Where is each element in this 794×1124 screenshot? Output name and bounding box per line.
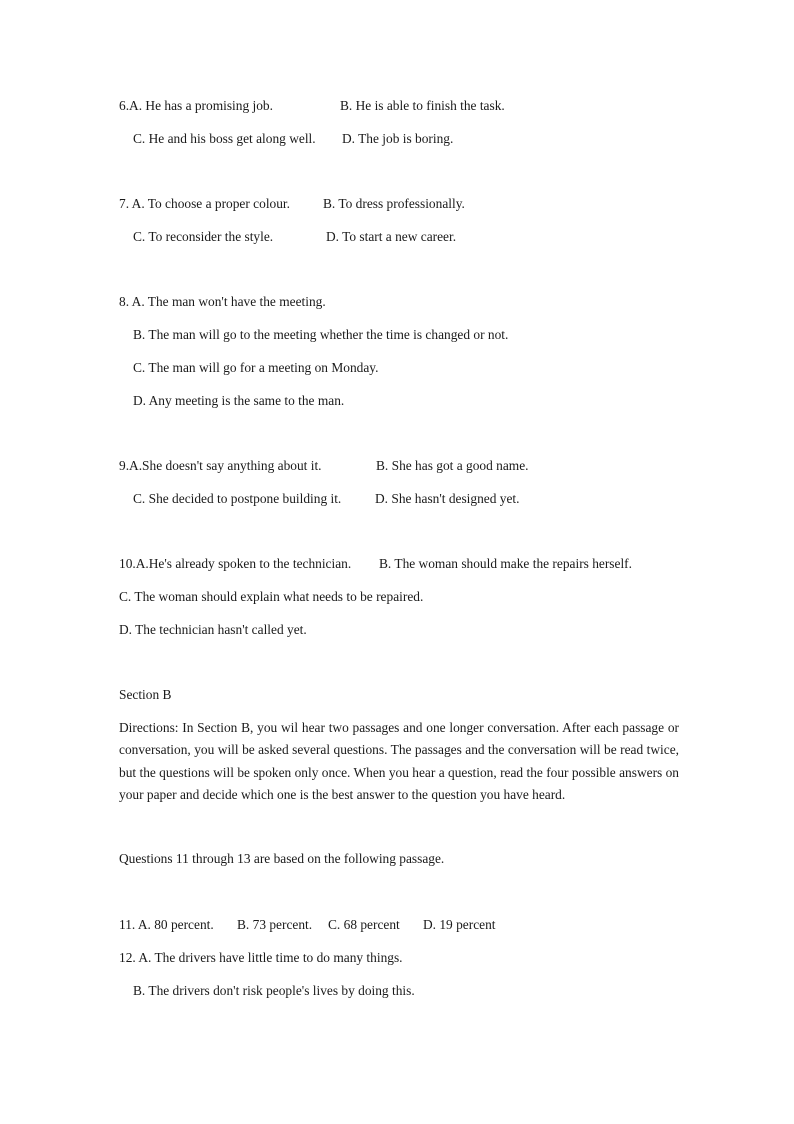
q10-option-c: C. The woman should explain what needs to be repaired. xyxy=(119,589,424,604)
q9-option-a: 9.A.She doesn't say anything about it. xyxy=(119,458,322,473)
q12-option-a: 12. A. The drivers have little time to do many things. xyxy=(119,950,403,965)
q10-option-b: B. The woman should make the repairs herself. xyxy=(379,556,632,571)
q8-option-d: D. Any meeting is the same to the man. xyxy=(133,393,345,408)
q11-option-a: 11. A. 80 percent. xyxy=(119,917,214,932)
q8-option-c: C. The man will go for a meeting on Monday. xyxy=(133,360,379,375)
q11-option-b: B. 73 percent. xyxy=(237,917,313,932)
section-b-title: Section B xyxy=(119,687,172,702)
q9-option-c: C. She decided to postpone building it. xyxy=(133,491,342,506)
q6-option-c: C. He and his boss get along well. xyxy=(133,131,316,146)
q7-option-a: 7. A. To choose a proper colour. xyxy=(119,196,290,211)
q9-option-b: B. She has got a good name. xyxy=(376,458,529,473)
q7-option-d: D. To start a new career. xyxy=(326,229,457,244)
passage-intro: Questions 11 through 13 are based on the following passage. xyxy=(119,851,445,866)
q11-option-c: C. 68 percent xyxy=(328,917,400,932)
q8-option-b: B. The man will go to the meeting whether the time is changed or not. xyxy=(133,327,509,342)
q6-option-d: D. The job is boring. xyxy=(342,131,454,146)
section-b-directions: Directions: In Section B, you wil hear two passages and one longer conversation. After each passage or conversation, you will be asked several questions. The passages and the conversation will be read twice, but the questions will be spoken only once. When you hear a question, read the four possible answers on your paper and decide which one is the best answer to the question you have heard. xyxy=(119,720,679,802)
q12-option-b: B. The drivers don't risk people's lives by doing this. xyxy=(133,983,415,998)
q11-option-d: D. 19 percent xyxy=(423,917,496,932)
q6-option-b: B. He is able to finish the task. xyxy=(340,98,505,113)
q10-option-a: 10.A.He's already spoken to the technician. xyxy=(119,556,352,571)
q7-option-c: C. To reconsider the style. xyxy=(133,229,274,244)
q10-option-d: D. The technician hasn't called yet. xyxy=(119,622,307,637)
q9-option-d: D. She hasn't designed yet. xyxy=(375,491,520,506)
q8-option-a: 8. A. The man won't have the meeting. xyxy=(119,294,326,309)
q7-option-b: B. To dress professionally. xyxy=(323,196,465,211)
q6-option-a: 6.A. He has a promising job. xyxy=(119,98,273,113)
